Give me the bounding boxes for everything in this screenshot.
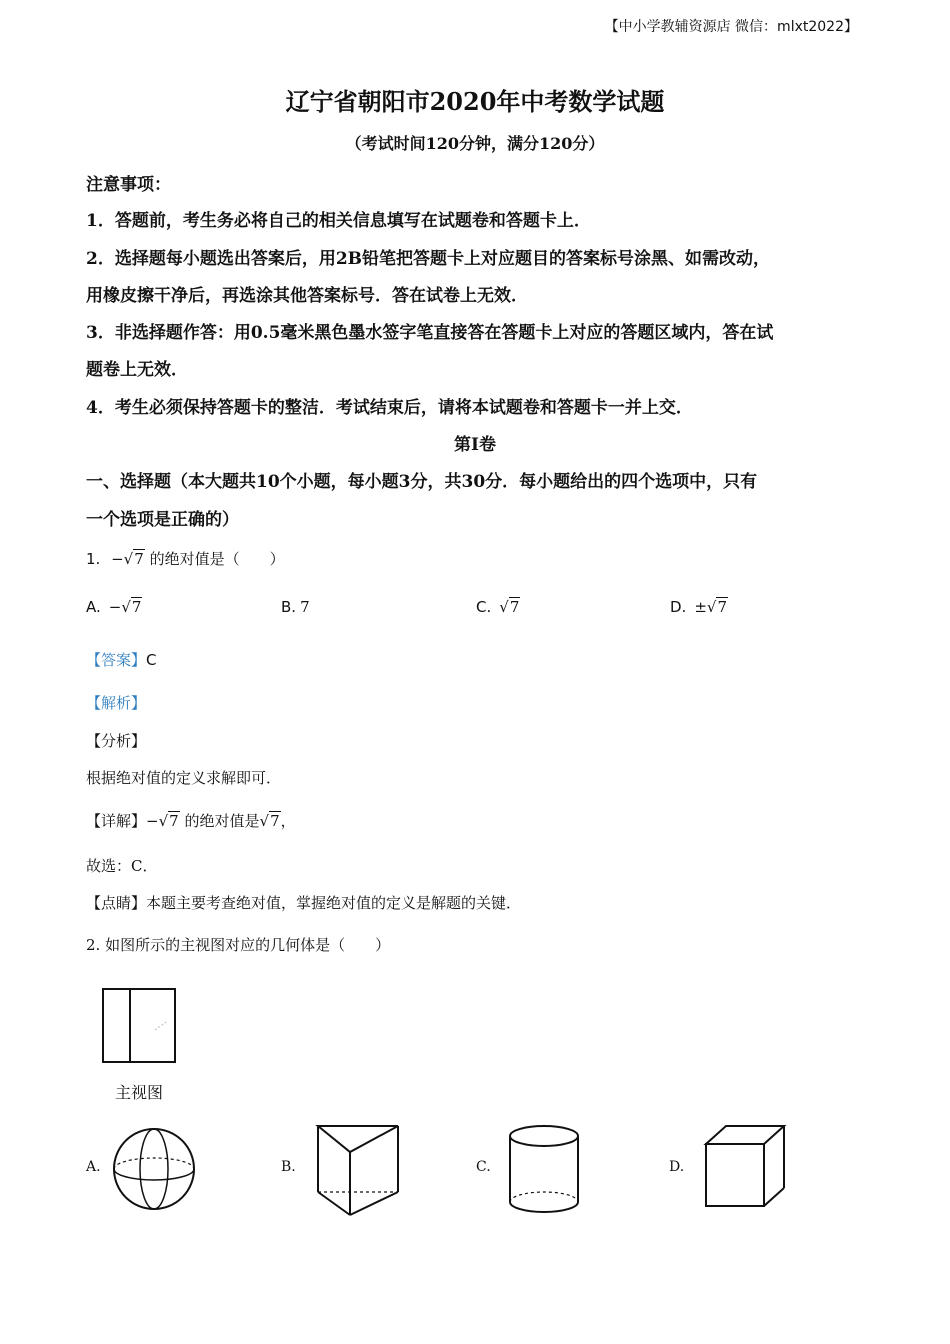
- front-view-caption: 主视图: [115, 1083, 164, 1102]
- q1-option-b-label: B.: [281, 598, 297, 616]
- page-title: 辽宁省朝阳市2020年中考数学试题: [285, 87, 665, 116]
- q2-option-a-label: A.: [86, 1159, 101, 1175]
- q1-option-b: [281, 598, 310, 616]
- dianjing-line: 【点睛】本题主要考查绝对值，掌握绝对值的定义是解题的关键．: [86, 894, 522, 912]
- front-view-figure: [100, 986, 180, 1066]
- q2-option-c-label: C.: [476, 1159, 491, 1175]
- analysis-tag: 【解析】: [86, 694, 147, 712]
- q1-option-c: C. √7: [476, 598, 520, 616]
- q1-option-d: D. ±√7: [670, 598, 728, 616]
- q1-option-a-radicand: 7: [131, 598, 142, 616]
- note-3a: 3．非选择题作答：用0.5毫米黑色墨水签字笔直接答在答题卡上对应的答题区域内，答在试: [86, 323, 774, 343]
- q1-answer: [86, 649, 157, 670]
- q1-stem-text: 的绝对值是（ ）: [149, 550, 285, 568]
- q1-option-a-prefix: −: [108, 598, 122, 616]
- q2-option-d-label: D.: [669, 1159, 685, 1175]
- note-4: 4．考生必须保持答题卡的整洁．考试结束后，请将本试题卷和答题卡一并上交．: [86, 398, 693, 418]
- detail-line: 【详解】−√7 的绝对值是√7，: [86, 812, 296, 830]
- triangular-prism-icon: [312, 1120, 404, 1220]
- q1-option-d-radicand: 7: [717, 598, 728, 616]
- detail-end: ，: [280, 812, 296, 830]
- q1-option-a: A. −√7: [86, 598, 142, 616]
- q1-option-b-value: 7: [300, 598, 310, 616]
- q1-stem: 1. −√7 的绝对值是（ ）: [86, 550, 285, 568]
- note-3b: 题卷上无效．: [86, 360, 188, 380]
- q1-prefix: −: [111, 550, 124, 568]
- page-subtitle: （考试时间120分钟，满分120分）: [345, 134, 605, 153]
- detail-tag: 【详解】: [86, 812, 147, 830]
- answer-tag: 【答案】: [86, 651, 147, 669]
- note-1: 1．答题前，考生务必将自己的相关信息填写在试题卷和答题卡上．: [86, 211, 591, 231]
- notes-heading: 注意事项：: [86, 175, 171, 195]
- choose-line: 故选：C．: [86, 857, 158, 875]
- sphere-icon: [108, 1125, 200, 1213]
- fenxi-text: 根据绝对值的定义求解即可．: [86, 769, 282, 787]
- detail-radicand-1: 7: [169, 812, 179, 830]
- detail-mid: 的绝对值是: [184, 812, 260, 830]
- cylinder-icon: [506, 1122, 586, 1218]
- q2-stem: 2. 如图所示的主视图对应的几何体是（ ）: [86, 936, 391, 954]
- note-2b: 用橡皮擦干净后，再选涂其他答案标号．答在试卷上无效．: [86, 286, 528, 306]
- volume-heading: 第I卷: [454, 435, 496, 455]
- q1-number: 1.: [86, 550, 101, 568]
- fenxi-tag: 【分析】: [86, 732, 147, 750]
- q1-option-c-radicand: 7: [509, 598, 520, 616]
- q1-option-d-label: D.: [670, 598, 687, 616]
- detail-prefix: −: [146, 812, 159, 830]
- section-line-1: 一、选择题（本大题共10个小题，每小题3分，共30分．每小题给出的四个选项中，只有: [86, 472, 758, 492]
- header-note: 【中小学教辅资源店 微信：mlxt2022】: [604, 19, 858, 35]
- note-2a: 2．选择题每小题选出答案后，用2B铅笔把答题卡上对应题目的答案标号涂黑、如需改动，: [86, 249, 771, 269]
- answer-value: C: [146, 651, 157, 669]
- q1-option-a-label: A.: [86, 598, 101, 616]
- q2-option-b-label: B.: [281, 1159, 296, 1175]
- cube-icon: [700, 1118, 790, 1214]
- detail-radicand-2: 7: [270, 812, 280, 830]
- section-line-2: 一个选项是正确的）: [86, 510, 239, 530]
- q1-option-c-label: C.: [476, 598, 492, 616]
- q1-option-d-prefix: ±: [694, 598, 707, 616]
- q1-radicand: 7: [134, 550, 144, 568]
